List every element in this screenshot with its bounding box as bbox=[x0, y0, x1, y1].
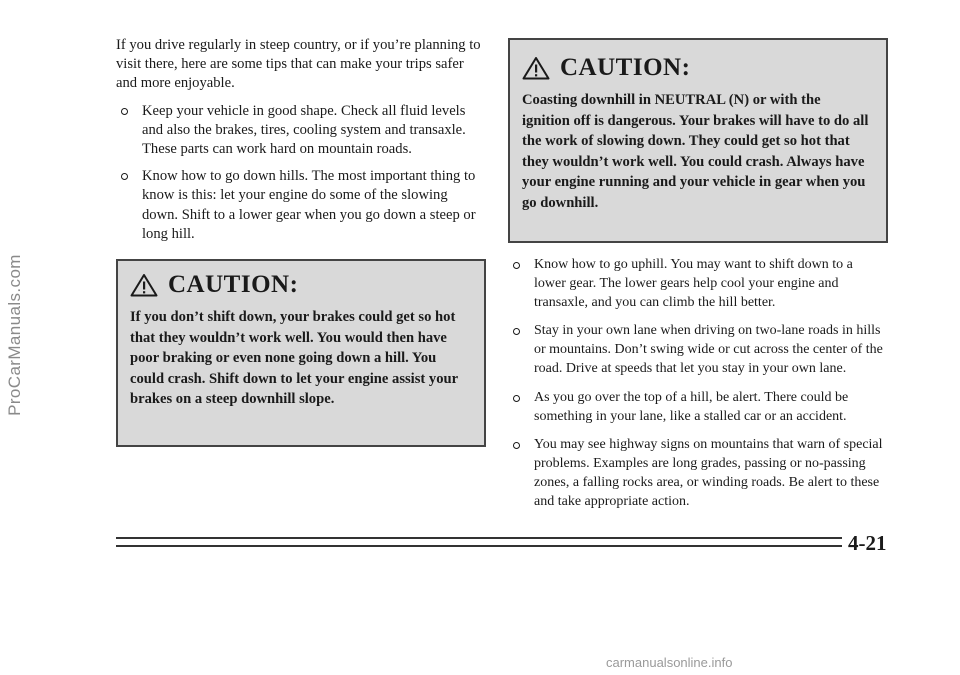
page-number: 4-21 bbox=[848, 531, 887, 555]
footer-rule-top bbox=[116, 537, 842, 539]
caution-header bbox=[522, 54, 872, 82]
list-item bbox=[116, 167, 486, 244]
list-item-text: Keep your vehicle in good shape. Check all fluid levels and also the brakes, tires, cooling system and transaxle. These parts can work hard on mountain roads. bbox=[142, 102, 466, 158]
left-column bbox=[116, 36, 486, 252]
bullet-icon bbox=[513, 442, 520, 449]
side-watermark bbox=[0, 0, 30, 675]
warning-triangle-icon bbox=[522, 56, 550, 80]
footer-rule-bottom bbox=[116, 545, 842, 547]
caution-header bbox=[130, 271, 470, 299]
bullet-icon bbox=[121, 173, 128, 180]
caution-box-coasting bbox=[508, 38, 888, 243]
list-item bbox=[508, 436, 888, 511]
list-item-text: As you go over the top of a hill, be alert. There could be something in your lane, like a stalled car or an accident. bbox=[534, 389, 849, 424]
bottom-watermark: carmanualsonline.info bbox=[606, 655, 733, 670]
caution-box-downshift bbox=[116, 259, 486, 447]
footer-rules bbox=[116, 537, 842, 551]
list-item-text: Stay in your own lane when driving on two-lane roads in hills or mountains. Don’t swing wide or cut across the center of the road. Drive at speeds that let you stay in your own lane. bbox=[534, 323, 883, 376]
list-item-text: You may see highway signs on mountains that warn of special problems. Examples are long grades, passing or no-passing zones, a falling rocks area, or winding roads. Be alert to these and take appropriate action. bbox=[534, 437, 883, 509]
bullet-icon bbox=[513, 395, 520, 402]
side-watermark-text: ProCarManuals.com bbox=[5, 254, 24, 416]
caution-title: CAUTION: bbox=[168, 271, 299, 298]
caution-title: CAUTION: bbox=[560, 54, 691, 81]
list-item bbox=[508, 389, 888, 427]
list-item bbox=[508, 322, 888, 378]
bullet-icon bbox=[513, 328, 520, 335]
intro-paragraph: If you drive regularly in steep country, or if you’re planning to visit there, here are some tips that can make your trips safer and more enjoyable. bbox=[116, 37, 481, 92]
bullet-icon bbox=[513, 262, 520, 269]
list-item-text: Know how to go down hills. The most important thing to know is this: let your engine do some of the slowing down. Shift to a lower gear when you go down a steep or long hill. bbox=[142, 168, 476, 242]
caution-text: If you don’t shift down, your brakes could get so hot that they wouldn’t work well. You would then have poor braking or even none going down a hill. You could crash. Shift down to let your engine assist your brakes on a steep downhill slope. bbox=[130, 309, 458, 408]
bullet-icon bbox=[121, 108, 128, 115]
list-item bbox=[508, 256, 888, 312]
warning-triangle-icon bbox=[130, 273, 158, 297]
left-bullet-list bbox=[116, 102, 486, 244]
list-item bbox=[116, 102, 486, 160]
right-column bbox=[508, 38, 888, 522]
right-bullet-list bbox=[508, 256, 888, 512]
caution-text: Coasting downhill in NEUTRAL (N) or with the ignition off is dangerous. Your brakes will have to do all the work of slowing down. They could get so hot that they wouldn’t work well. You could crash. Always have your engine running and your vehicle in gear when you go downhill. bbox=[522, 92, 869, 211]
list-item-text: Know how to go uphill. You may want to shift down to a lower gear. The lower gears help cool your engine and transaxle, and you can climb the hill better. bbox=[534, 257, 853, 310]
